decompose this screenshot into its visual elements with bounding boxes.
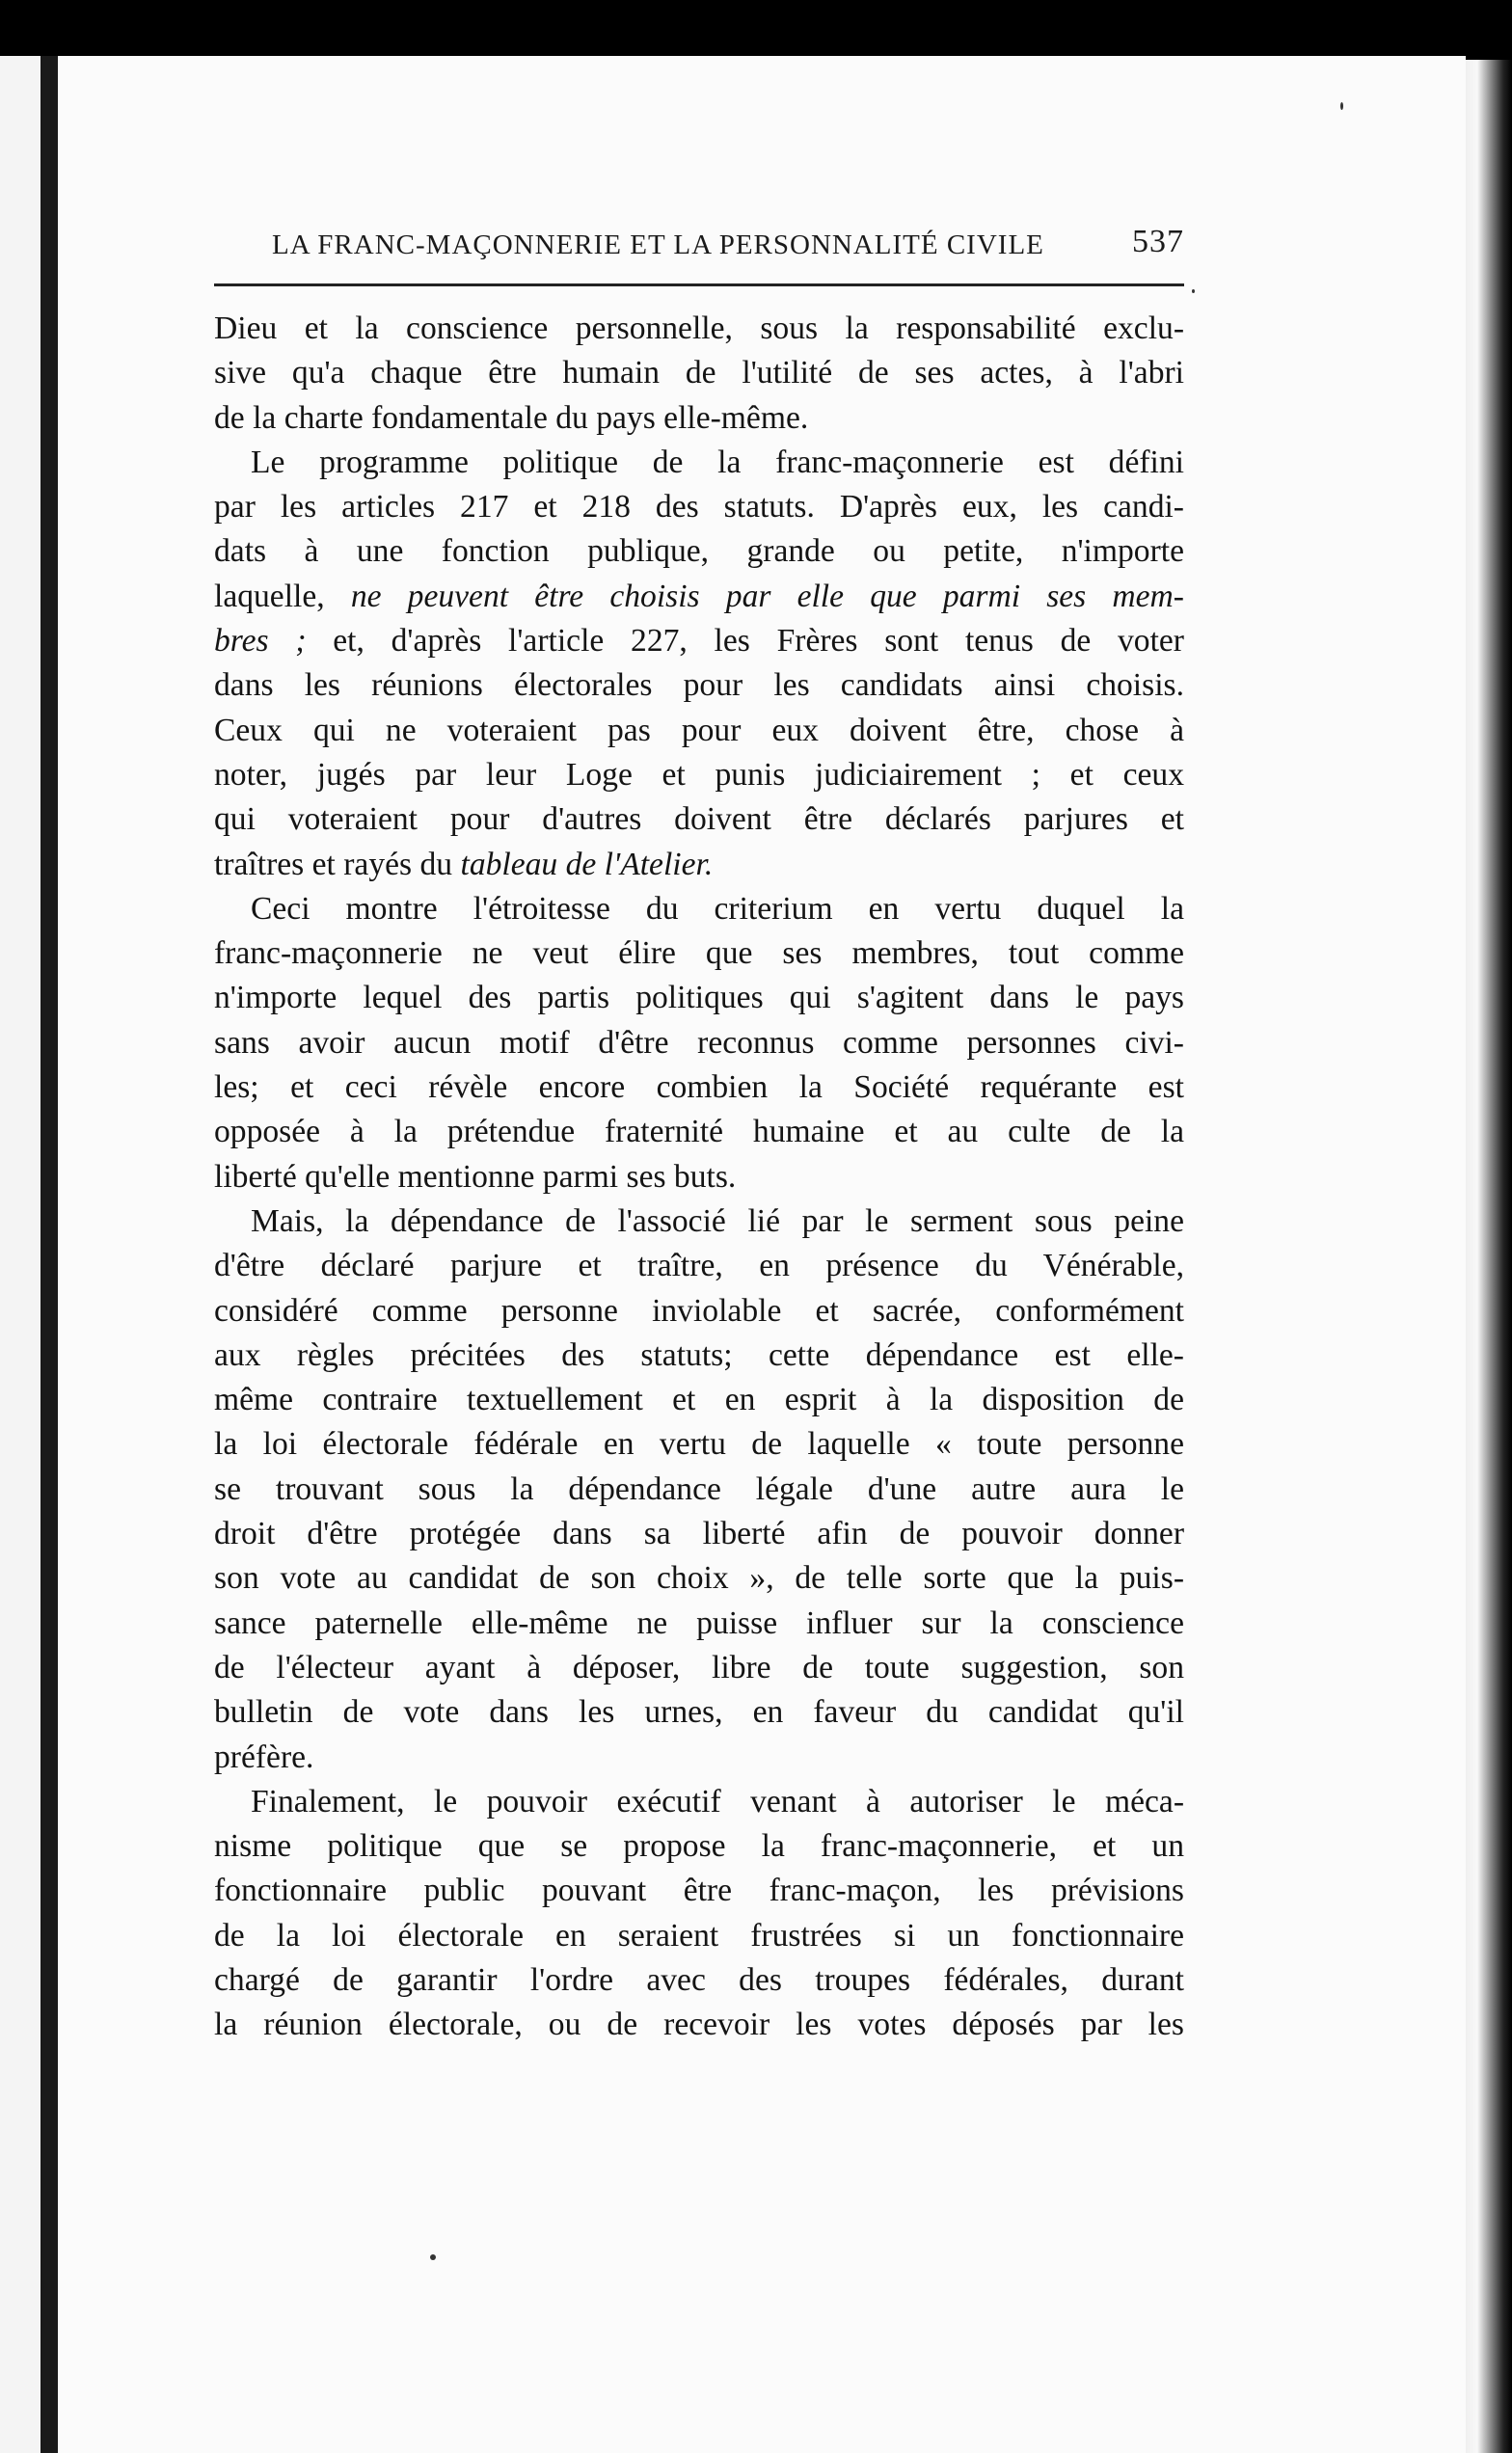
italic-title: tableau de l'Atelier. <box>460 846 714 882</box>
text-line: la loi électorale fédérale en vertu de laquelle « toute personne <box>214 1426 1184 1463</box>
paper-speck <box>1192 289 1195 293</box>
text-line: droit d'être protégée dans sa liberté afin de pouvoir donner <box>214 1516 1184 1552</box>
text-line: Dieu et la conscience personnelle, sous la responsabilité exclu- <box>214 310 1184 346</box>
text-line: qui voteraient pour d'autres doivent être déclarés parjures et <box>214 801 1184 838</box>
running-title: LA FRANC-MAÇONNERIE ET LA PERSONNALITÉ CIVILE <box>272 229 1044 260</box>
text-segment: et, d'après l'article 227, les Frères sont tenus de voter <box>333 623 1184 660</box>
paper-speck <box>430 2254 436 2260</box>
text-line: préfère. <box>214 1739 314 1775</box>
running-head <box>214 220 1184 274</box>
text-segment: laquelle, <box>214 578 325 614</box>
text-line: Mais, la dépendance de l'associé lié par le serment sous peine <box>251 1202 1184 1239</box>
text-line: nisme politique que se propose la franc-maçonnerie, et un <box>214 1828 1184 1865</box>
text-line: dans les réunions électorales pour les candidats ainsi choisis. <box>214 667 1184 704</box>
paper-speck <box>1340 102 1343 110</box>
text-line: les; et ceci révèle encore combien la Société requérante est <box>214 1069 1184 1106</box>
italic-quote: ne peuvent être choisis par elle que parmi ses mem- <box>350 578 1184 614</box>
text-line: noter, jugés par leur Loge et punis judiciairement ; et ceux <box>214 756 1184 793</box>
text-line: fonctionnaire public pouvant être franc-maçon, les prévisions <box>214 1873 1184 1909</box>
text-line: opposée à la prétendue fraternité humaine et au culte de la <box>214 1114 1184 1150</box>
text-line: Ceux qui ne voteraient pas pour eux doivent être, chose à <box>214 712 1184 748</box>
text-line: Le programme politique de la franc-maçonnerie est défini <box>251 444 1184 480</box>
book-gutter <box>40 56 58 2453</box>
text-line: n'importe lequel des partis politiques qui s'agitent dans le pays <box>214 980 1184 1016</box>
text-line: de l'électeur ayant à déposer, libre de toute suggestion, son <box>214 1649 1184 1685</box>
facing-page-edge <box>0 56 40 2453</box>
text-line: bulletin de vote dans les urnes, en faveur du candidat qu'il <box>214 1694 1184 1731</box>
text-line-mixed <box>214 575 1184 619</box>
text-line: sance paternelle elle-même ne puisse influer sur la conscience <box>214 1604 1184 1641</box>
text-line: Finalement, le pouvoir exécutif venant à autoriser le méca- <box>251 1783 1184 1820</box>
text-line: Ceci montre l'étroitesse du criterium en vertu duquel la <box>251 890 1184 927</box>
text-line: de la loi électorale en seraient frustrées si un fonctionnaire <box>214 1917 1184 1954</box>
text-line: aux règles précitées des statuts; cette dépendance est elle- <box>214 1336 1184 1373</box>
text-line: sans avoir aucun motif d'être reconnus comme personnes civi- <box>214 1024 1184 1061</box>
text-segment: traîtres et rayés du <box>214 846 453 882</box>
text-line: son vote au candidat de son choix », de telle sorte que la puis- <box>214 1560 1184 1597</box>
italic-quote: bres ; <box>214 623 307 660</box>
text-line: liberté qu'elle mentionne parmi ses buts. <box>214 1158 737 1195</box>
text-line-mixed <box>214 619 1184 663</box>
text-line: même contraire textuellement et en esprit à la disposition de <box>214 1382 1184 1418</box>
header-rule <box>214 283 1184 286</box>
text-line: de la charte fondamentale du pays elle-même. <box>214 399 809 436</box>
text-line: considéré comme personne inviolable et sacrée, conformément <box>214 1292 1184 1329</box>
text-line: d'être déclaré parjure et traître, en présence du Vénérable, <box>214 1248 1184 1284</box>
page-number: 537 <box>1132 224 1184 259</box>
text-line: dats à une fonction publique, grande ou petite, n'importe <box>214 533 1184 570</box>
text-line: chargé de garantir l'ordre avec des troupes fédérales, durant <box>214 1961 1184 1998</box>
text-line-mixed <box>214 843 1184 887</box>
text-line: sive qu'a chaque être humain de l'utilité de ses actes, à l'abri <box>214 355 1184 391</box>
body-text <box>214 307 1184 2048</box>
text-line: la réunion électorale, ou de recevoir les votes déposés par les <box>214 2007 1184 2043</box>
text-line: se trouvant sous la dépendance légale d'une autre aura le <box>214 1470 1184 1507</box>
text-line: par les articles 217 et 218 des statuts. D'après eux, les candi- <box>214 489 1184 526</box>
text-line: franc-maçonnerie ne veut élire que ses membres, tout comme <box>214 935 1184 972</box>
